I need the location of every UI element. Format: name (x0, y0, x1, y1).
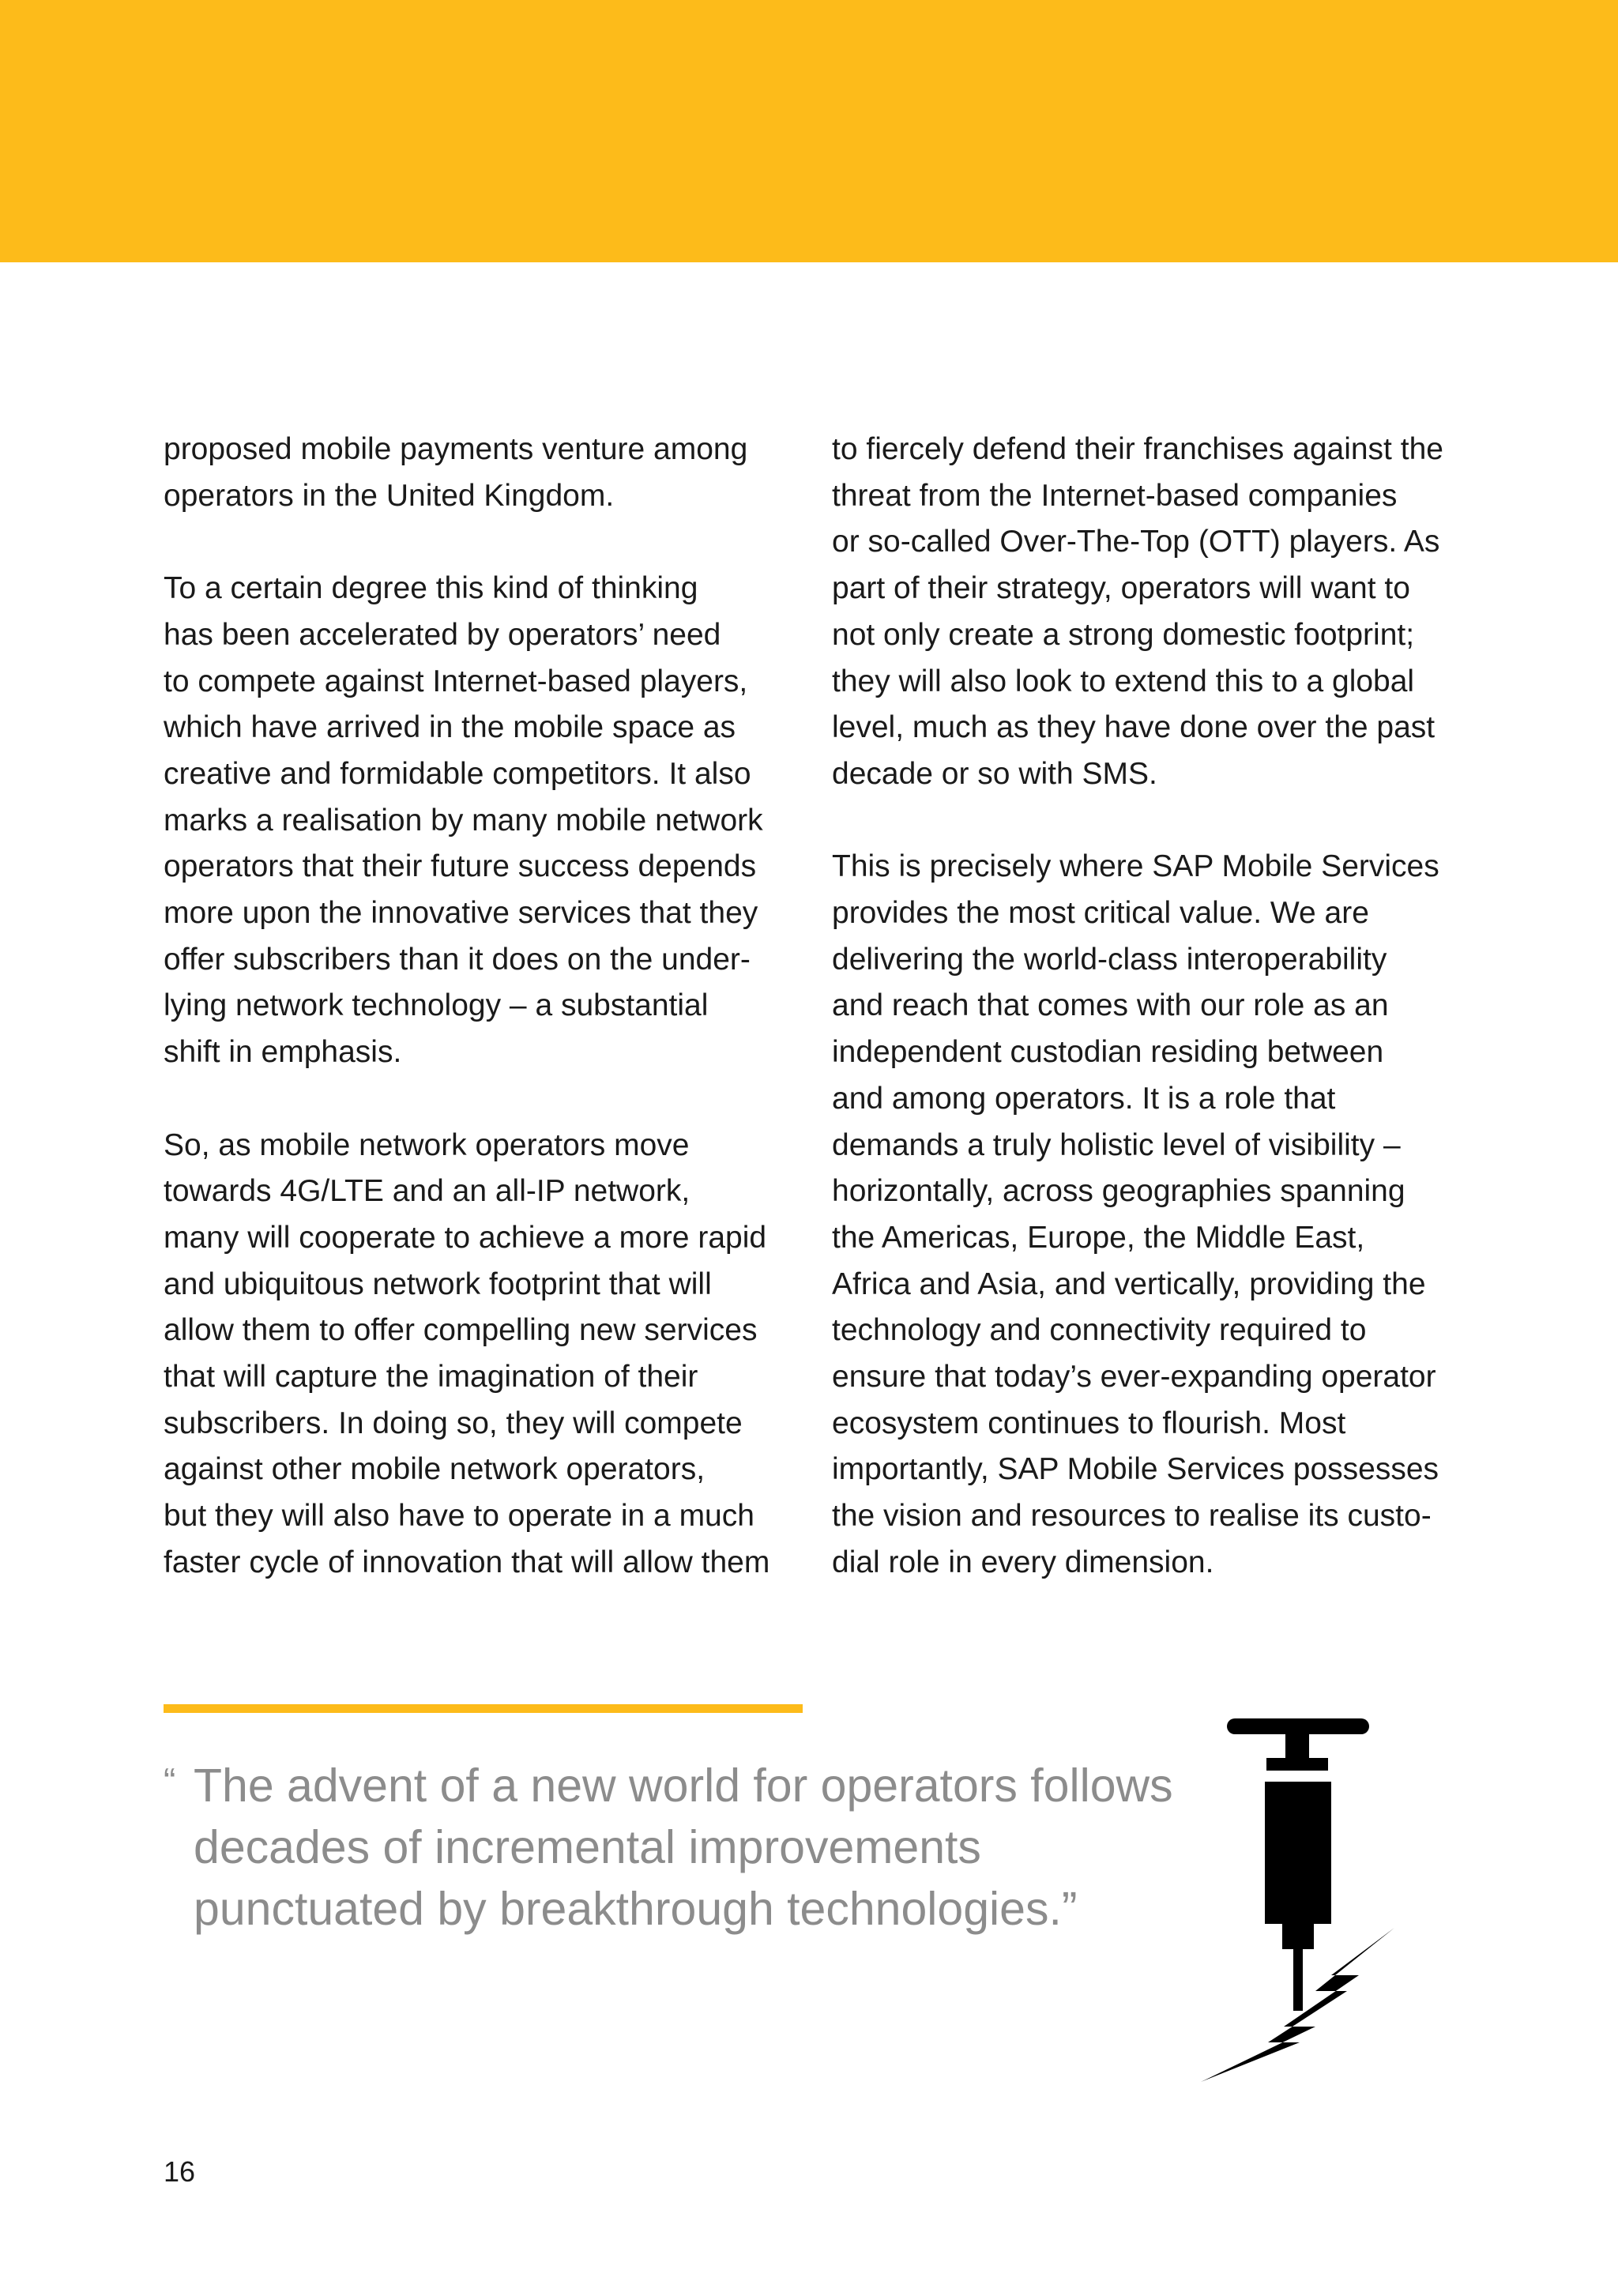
text-column-right (832, 427, 1488, 1586)
paragraph: to fiercely defend their franchises against the threat from the Internet-based companies or so-called Over-The-Top (OTT) players. As part of their strategy, operators will want to not only create a strong domestic footprint; they will also look to extend this to a global level, much as they have done over the past decade or so with SMS. (832, 432, 1443, 791)
jackhammer-icon (1197, 1711, 1402, 2086)
paragraph: proposed mobile payments venture among operators in the United Kingdom. (164, 432, 748, 513)
header-color-band (0, 0, 1618, 262)
text-column-left (164, 427, 811, 1586)
pull-quote-text: The advent of a new world for operators follows decades of incremental improvements punctuated by breakthrough technologies.” (194, 1760, 1173, 1935)
quote-mark: “ (164, 1760, 176, 1801)
pull-quote-rule (164, 1704, 803, 1713)
page-number: 16 (164, 2155, 196, 2188)
paragraph: To a certain degree this kind of thinking has been accelerated by operators’ need to compete against Internet-based players, which have arrived in the mobile space as creative and formidable competitors. It also marks a realisation by many mobile network operators that their future success depends more upon the innovative services that they offer subscribers than it does on the under- lying network technology – a substantial shift in emphasis. (164, 571, 763, 1070)
paragraph: This is precisely where SAP Mobile Services provides the most critical value. We are delivering the world-class interoperability and reach that comes with our role as an independent custodian residing between and among operators. It is a role that demands a truly holistic level of visibility – horizontally, across geographies spanning the Americas, Europe, the Middle East, Africa and Asia, and vertically, providing the technology and connectivity required to ensure that today’s ever-expanding operator ecosystem continues to flourish. Most importantly, SAP Mobile Services possesses the vision and resources to realise its custo- dial role in every dimension. (832, 849, 1439, 1579)
pull-quote (164, 1755, 1191, 1940)
paragraph: So, as mobile network operators move towards 4G/LTE and an all-IP network, many will cooperate to achieve a more rapid and ubiquitous network footprint that will allow them to offer compelling new services that will capture the imagination of their subscribers. In doing so, they will compete against other mobile network operators, but they will also have to operate in a much faster cycle of innovation that will allow them (164, 1127, 770, 1579)
